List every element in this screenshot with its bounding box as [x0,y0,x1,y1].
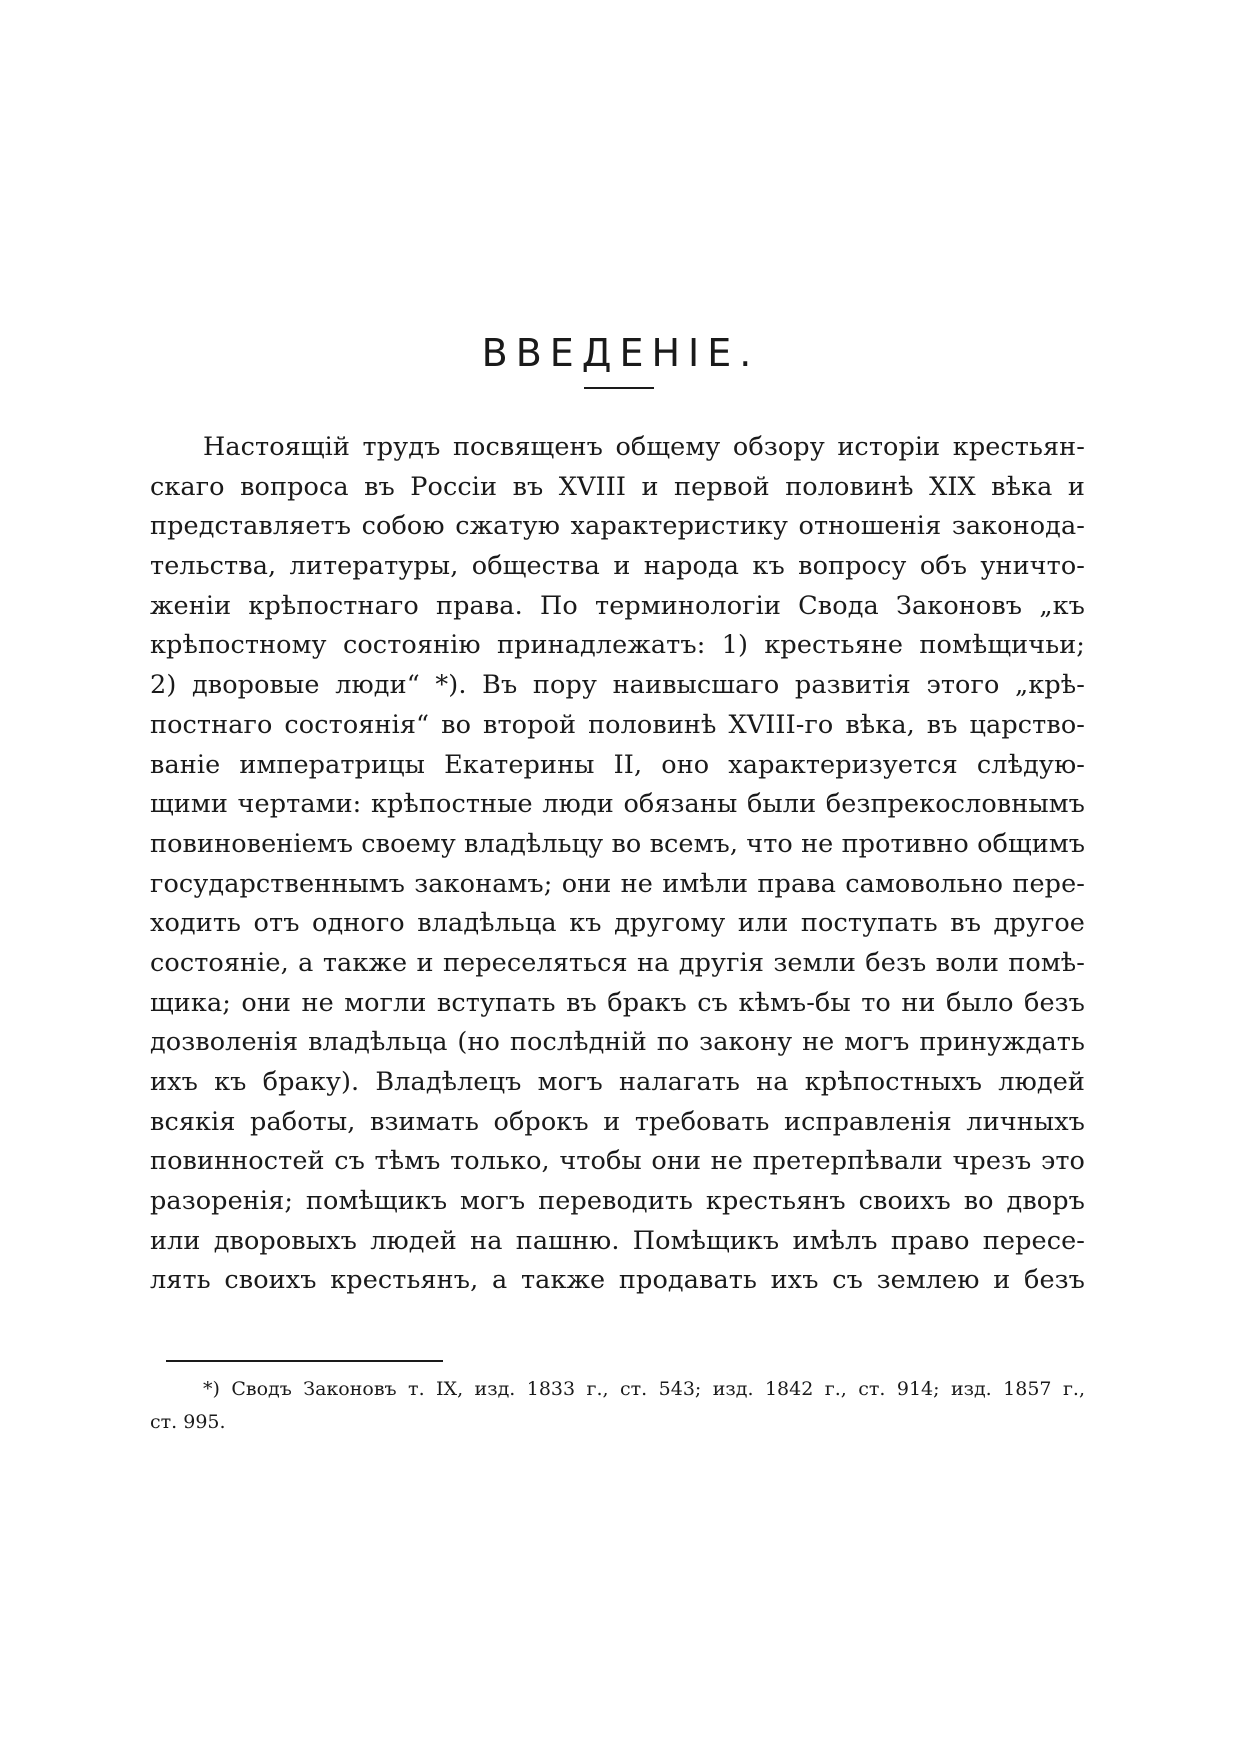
text-line: постнаго состоянія“ во второй половинѣ XVIII-го вѣка, въ царство- [150,709,1085,740]
text-line: щика; они не могли вступать въ бракъ съ кѣмъ-бы то ни было безъ [150,987,1085,1018]
text-line: государственнымъ законамъ; они не имѣли права самовольно пере- [150,868,1085,899]
main-paragraph [150,428,1085,1301]
text-line: Настоящій трудъ посвященъ общему обзору исторіи крестьян- [203,432,1085,462]
text-line: разоренія; помѣщикъ могъ переводить крестьянъ своихъ во дворъ [150,1186,1085,1217]
text-line: лять своихъ крестьянъ, а также продавать ихъ съ землею и безъ [150,1265,1085,1296]
text-line: ваніе императрицы Екатерины II, оно характеризуется слѣдую- [150,749,1085,780]
text-line: повиновеніемъ своему владѣльцу во всемъ, что не противно общимъ [150,828,1086,859]
footnote-line: *) Сводъ Законовъ т. IX, изд. 1833 г., ст. 543; изд. 1842 г., ст. 914; изд. 1857 г., [203,1378,1085,1400]
text-line: или дворовыхъ людей на пашню. Помѣщикъ имѣлъ право пересе- [150,1225,1085,1256]
text-line: скаго вопроса въ Россіи въ XVIII и первой половинѣ XIX вѣка и [150,471,1085,502]
text-line: представляетъ собою сжатую характеристику отношенія законода- [150,511,1085,542]
text-line: всякія работы, взимать оброкъ и требовать исправленія личныхъ [150,1106,1085,1137]
text-line: повинностей съ тѣмъ только, чтобы они не претерпѣвали чрезъ это [150,1146,1085,1177]
text-line: состояніе, а также и переселяться на другія земли безъ воли помѣ- [150,947,1085,978]
text-line: женіи крѣпостнаго права. По терминологіи Свода Законовъ „къ [150,590,1085,621]
footnote-divider [166,1360,443,1362]
text-line: 2) дворовые люди“ *). Въ пору наивысшаго развитія этого „крѣ- [150,670,1085,701]
text-line: крѣпостному состоянію принадлежатъ: 1) крестьяне помѣщичьи; [150,630,1085,661]
text-line: ихъ къ браку). Владѣлецъ могъ налагать на крѣпостныхъ людей [150,1067,1085,1097]
page-title: ВВЕДЕНІЕ. [481,331,760,376]
text-line: тельства, литературы, общества и народа къ вопросу объ уничто- [150,551,1085,582]
title-divider [584,387,654,389]
text-line: дозволенія владѣльца (но послѣдній по закону не могъ принуждать [150,1027,1085,1058]
text-line: ходить отъ одного владѣльца къ другому или поступать въ другое [150,908,1085,939]
text-line: щими чертами: крѣпостные люди обязаны были безпрекословнымъ [150,789,1085,820]
footnote [150,1373,1085,1439]
footnote-line: ст. 995. [150,1411,226,1433]
